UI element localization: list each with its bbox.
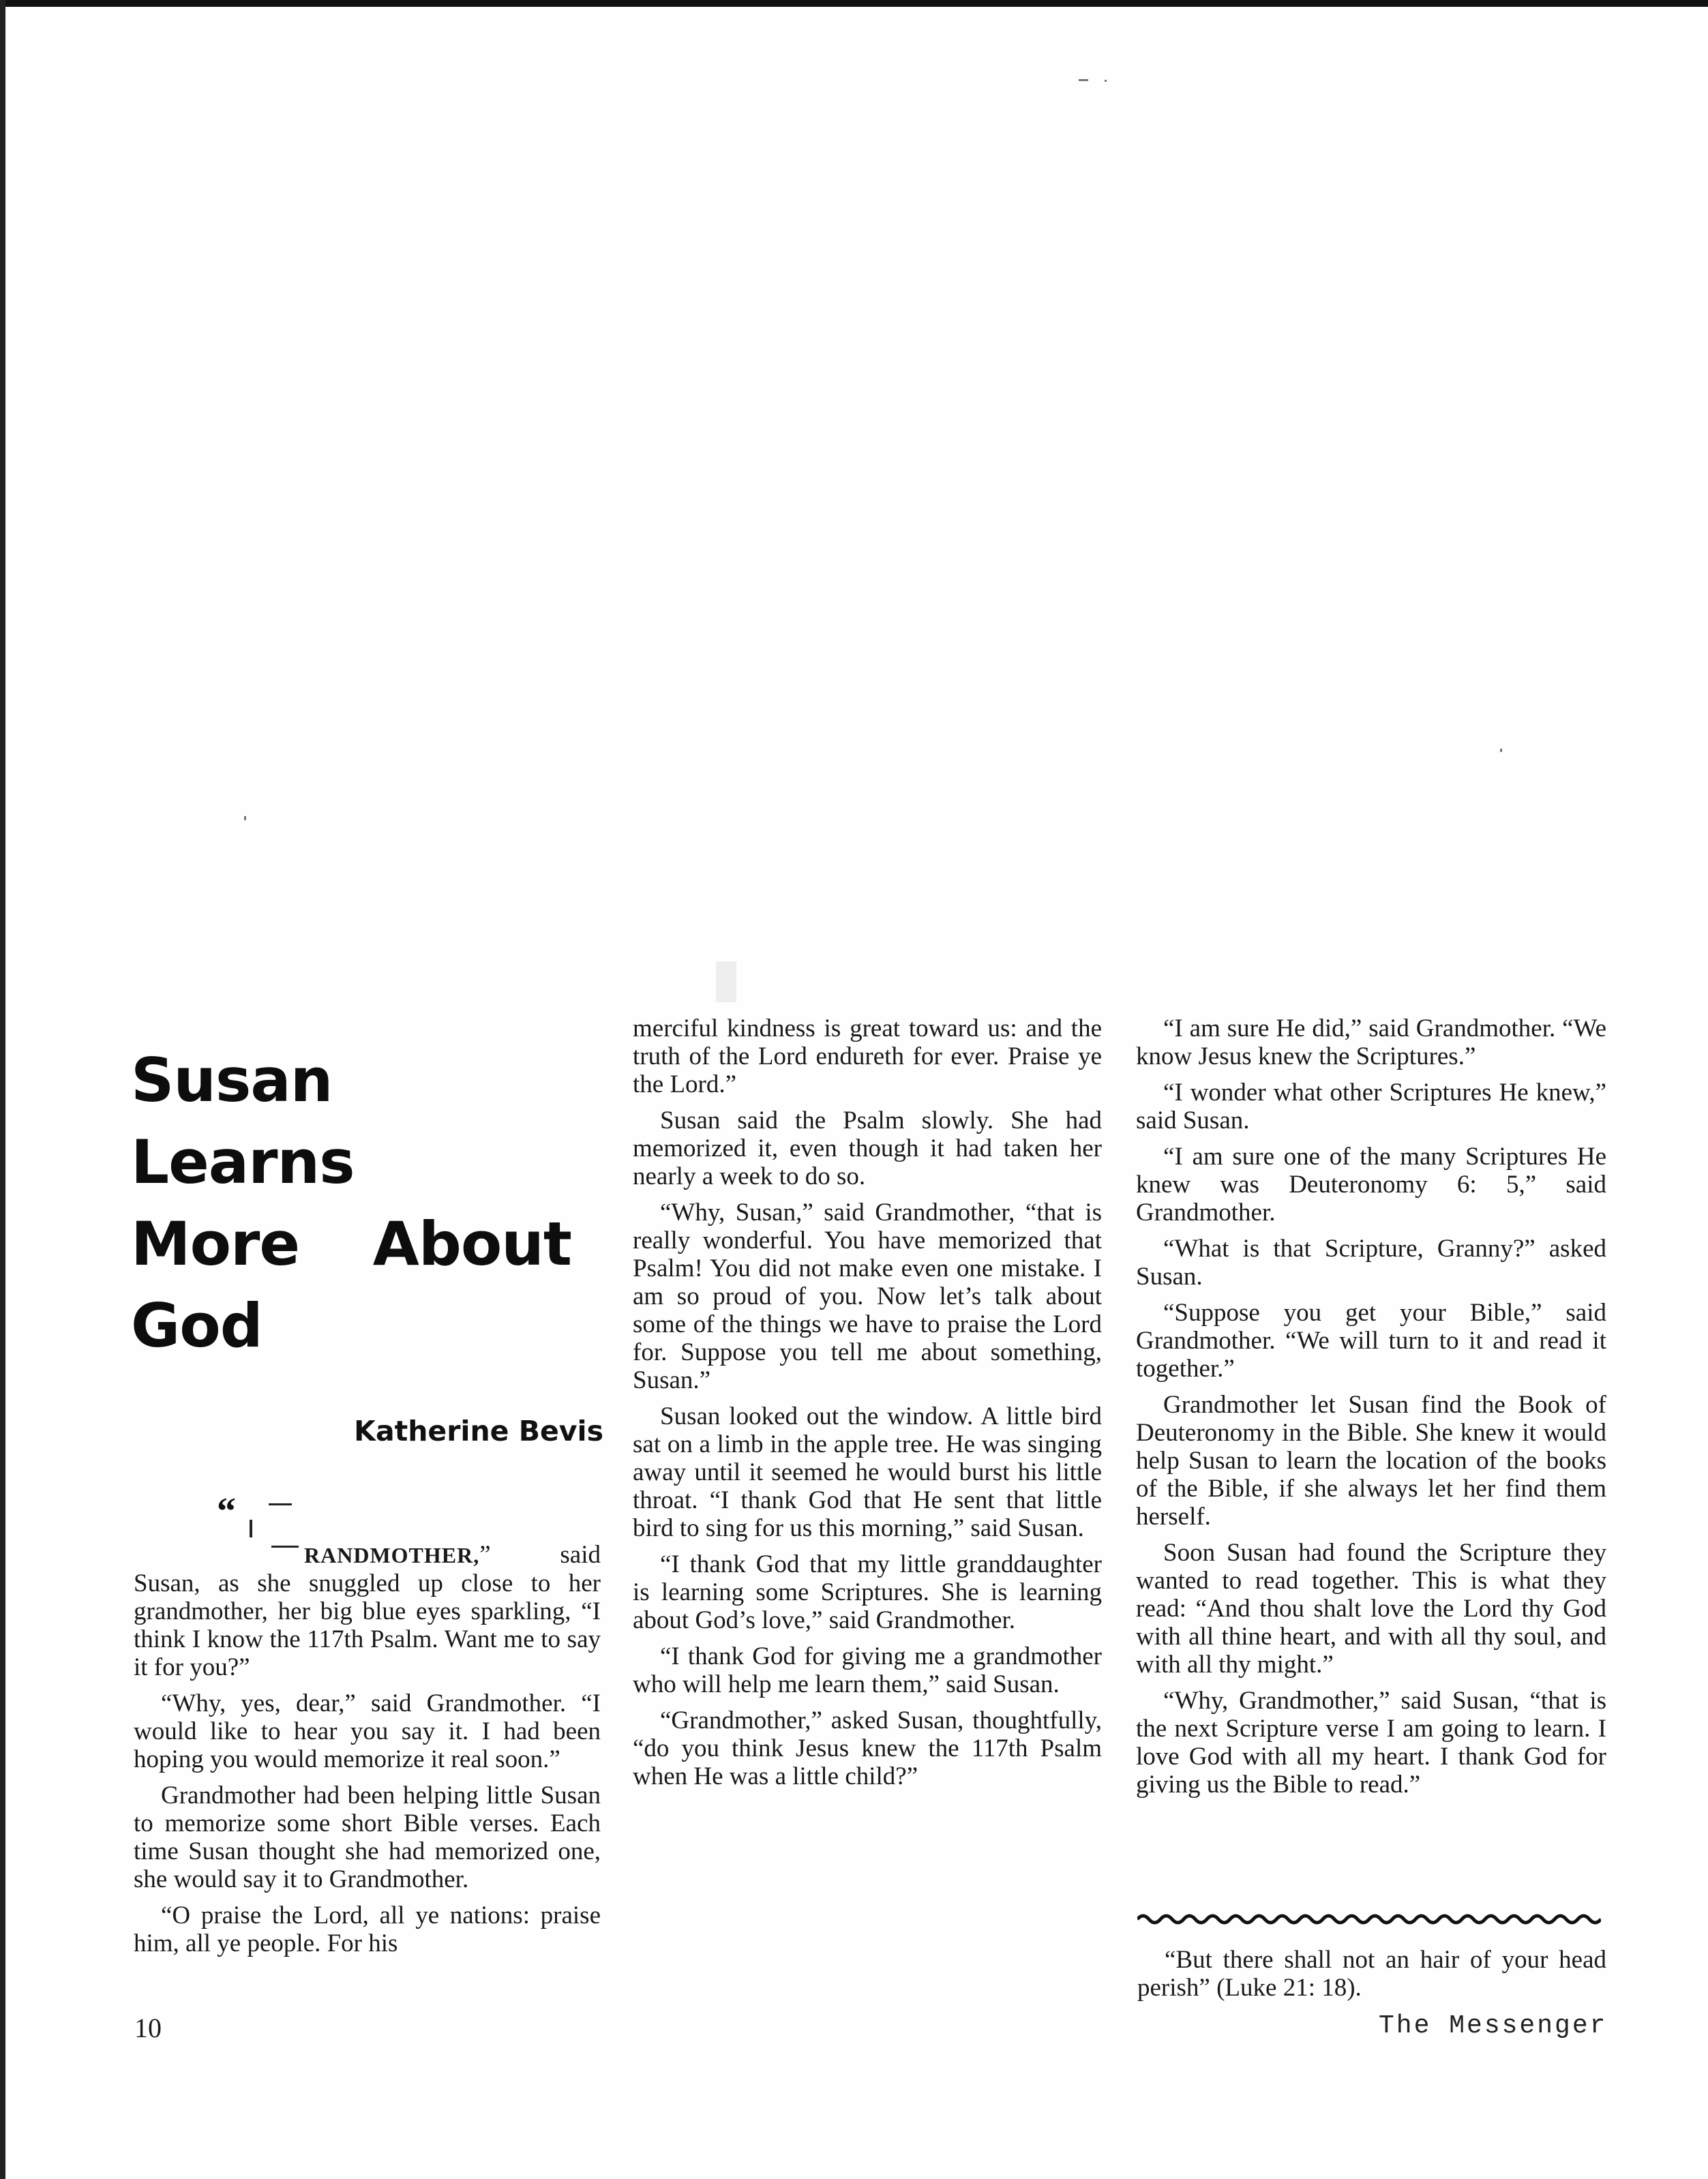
paragraph: “I wonder what other Scriptures He knew,” said Susan. [1136,1079,1606,1134]
opening-paragraph [134,1541,601,1681]
paragraph: “I thank God that my little granddaughter is learning some Scriptures. She is learning about God’s love,” said Grandmother. [633,1550,1102,1634]
column-1 [134,1541,601,1957]
paragraph: “I am sure He did,” said Grandmother. “We know Jesus knew the Scriptures.” [1136,1015,1606,1070]
paragraph: “I thank God for giving me a grandmother who will help me learn them,” said Susan. [633,1642,1102,1698]
opening-text: ” said Susan, as she snuggled up close to her grandmother, her big blue eyes sparkling, “I think I know the 117th Psalm. Want me to say it for you?” [134,1541,601,1681]
title-line-4: God [131,1291,263,1361]
title-line-2: Learns [131,1127,355,1197]
top-scan-edge [0,0,1708,7]
paragraph: Susan said the Psalm slowly. She had memorized it, even though it had taken her nearly a week to do so. [633,1107,1102,1190]
paragraph: “Grandmother,” asked Susan, thoughtfully, “do you think Jesus knew the 117th Psalm when He was a little child?” [633,1707,1102,1790]
paragraph: “Why, Susan,” said Grandmother, “that is really wonderful. You have memorized that Psalm! You did not make even one mistake. I am so proud of you. Now let’s talk about some of the things we have to praise the Lord for. Suppose you tell me about something, Susan.” [633,1199,1102,1394]
paragraph: Soon Susan had found the Scripture they wanted to read together. This is what they read: “And thou shalt love the Lord thy God with all thine heart, and with all thy soul, and with all thy might.” [1136,1539,1606,1679]
continued-paragraph: merciful kindness is great toward us: and the truth of the Lord endureth for ever. Praise ye the Lord.” [633,1015,1102,1098]
title-word-about: About [372,1209,571,1279]
paragraph: “Why, yes, dear,” said Grandmother. “I would like to hear you say it. I had been hoping you would memorize it real soon.” [134,1689,601,1773]
page-number: 10 [134,2013,162,2043]
column-2 [633,1015,1102,1799]
paragraph: “What is that Scripture, Granny?” asked Susan. [1136,1235,1606,1291]
column-3 [1136,1015,1606,1807]
title-line-1: Susan [131,1045,333,1115]
title-line-3 [131,1203,571,1285]
drop-cap-quote: “ [217,1490,236,1533]
magazine-name: The Messenger [1379,2011,1608,2041]
article-title [131,1040,608,1367]
paragraph: Susan looked out the window. A little bird sat on a limb in the apple tree. He was singing away until it seemed he would burst his little throat. “I thank God that He sent that little bird to sing for us this morning,” said Susan. [633,1402,1102,1542]
filler-quote-text: “But there shall not an hair of your head perish” (Luke 21: 18). [1137,1946,1606,2002]
paragraph: “Why, Grandmother,” said Susan, “that is the next Scripture verse I am going to learn. I love God with all my heart. I thank God for giving us the Bible to read.” [1136,1687,1606,1799]
paragraph: “O praise the Lord, all ye nations: praise him, all ye people. For his [134,1902,601,1957]
left-scan-edge [0,0,5,2179]
opening-smallcaps: RANDMOTHER, [304,1543,480,1567]
author-byline: Katherine Bevis [354,1415,603,1447]
filler-quote [1137,1946,1606,2002]
paragraph: Grandmother had been helping little Susan to memorize some short Bible verses. Each time Susan thought she had memorized one, she would say it to Grandmother. [134,1782,601,1893]
paragraph: “I am sure one of the many Scriptures He knew was Deuteronomy 6: 5,” said Grandmother. [1136,1143,1606,1227]
wavy-divider [1137,1909,1601,1929]
paragraph: Grandmother let Susan find the Book of Deuteronomy in the Bible. She knew it would help Susan to learn the location of the books of the Bible, if she always let her find them herself. [1136,1391,1606,1531]
title-word-more: More [131,1209,300,1279]
paragraph: “Suppose you get your Bible,” said Grandmother. “We will turn to it and read it together.” [1136,1299,1606,1383]
